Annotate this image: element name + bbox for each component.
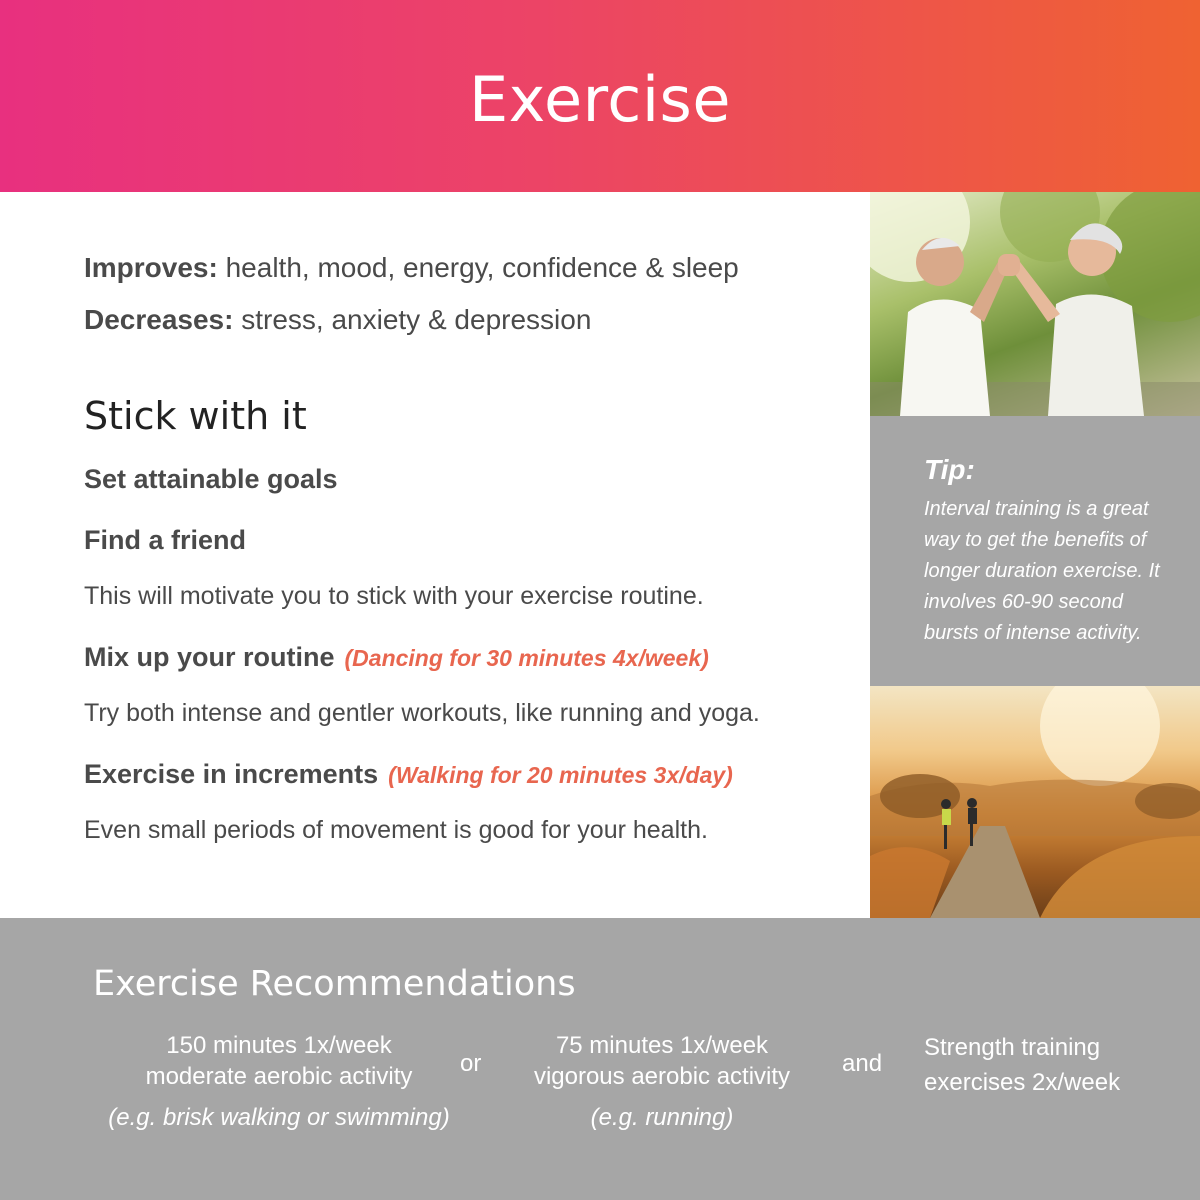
recommendation-moderate — [96, 1030, 462, 1133]
decreases-line — [84, 304, 591, 336]
rec1-example: (e.g. brisk walking or swimming) — [108, 1104, 450, 1131]
tip-panel — [870, 416, 1200, 686]
recommendations-title: Exercise Recommendations — [93, 964, 576, 1004]
improves-label: Improves: — [84, 252, 218, 283]
rec2-example: (e.g. running) — [590, 1104, 734, 1131]
decreases-text: stress, anxiety & depression — [233, 304, 592, 335]
decreases-label: Decreases: — [84, 304, 234, 335]
find-friend-text: This will motivate you to stick with your exercise routine. — [84, 582, 704, 610]
couple-illustration — [870, 192, 1200, 416]
recommendation-vigorous — [512, 1030, 812, 1133]
couple-high-five-photo — [870, 192, 1200, 416]
stick-with-it-heading: Stick with it — [84, 394, 307, 438]
increments-text: Even small periods of movement is good for your health. — [84, 816, 708, 844]
mix-routine-text: Try both intense and gentler workouts, like running and yoga. — [84, 699, 760, 727]
page-title: Exercise — [469, 62, 731, 136]
recommendations-panel — [0, 918, 1200, 1200]
or-label: or — [460, 1050, 482, 1077]
tip-text: Interval training is a great way to get the benefits of longer duration exercise. It involves 60-90 second bursts of intense activity. — [924, 498, 1160, 644]
cyclists-sunset-photo — [870, 686, 1200, 918]
rec2-line2: vigorous aerobic activity — [533, 1063, 791, 1090]
set-goals-heading: Set attainable goals — [84, 464, 338, 494]
mix-routine-heading: Mix up your routine — [84, 642, 335, 672]
and-label: and — [842, 1050, 883, 1077]
mix-routine-line — [84, 642, 709, 673]
tip-title: Tip: — [924, 454, 975, 485]
recommendation-strength — [924, 1030, 1184, 1100]
rec2-line1: 75 minutes 1x/week — [555, 1032, 769, 1059]
increments-line — [84, 759, 733, 790]
improves-text: health, mood, energy, confidence & sleep — [217, 252, 739, 283]
rec1-line1: 150 minutes 1x/week — [166, 1032, 392, 1059]
improves-line — [84, 252, 739, 284]
cyclists-illustration — [870, 686, 1200, 918]
increments-note: (Walking for 20 minutes 3x/day) — [388, 762, 733, 788]
rec1-line2: moderate aerobic activity — [145, 1063, 413, 1090]
rec3-line1: Strength training — [924, 1034, 1101, 1061]
find-friend-heading: Find a friend — [84, 525, 246, 555]
mix-routine-note: (Dancing for 30 minutes 4x/week) — [344, 645, 709, 671]
increments-heading: Exercise in increments — [84, 759, 379, 789]
main-content — [84, 192, 864, 918]
rec3-line2: exercises 2x/week — [924, 1069, 1121, 1096]
header-banner — [0, 0, 1200, 192]
